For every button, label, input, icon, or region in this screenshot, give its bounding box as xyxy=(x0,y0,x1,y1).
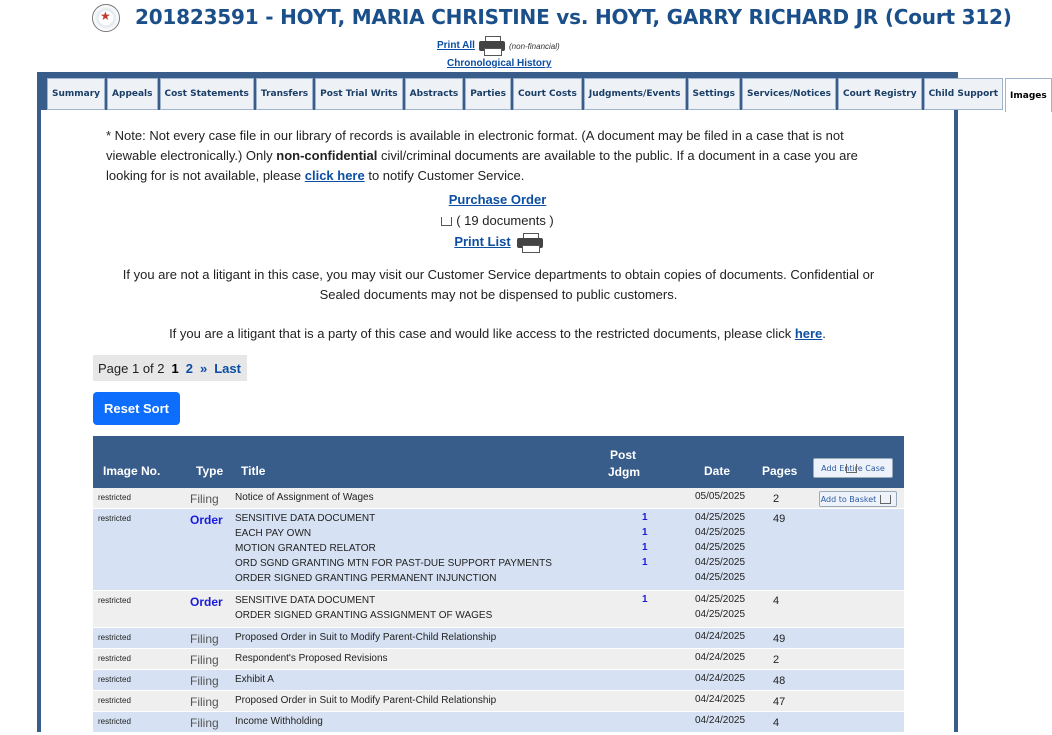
page-label: Page 1 of 2 xyxy=(98,360,165,376)
col-type[interactable]: Type xyxy=(196,464,224,478)
printer-icon[interactable] xyxy=(479,36,505,54)
purchase-order-link[interactable]: Purchase Order xyxy=(448,192,547,207)
post-jdgm-cell: 1 xyxy=(642,594,648,605)
title-cell: ORDER SIGNED GRANTING PERMANENT INJUNCTION xyxy=(235,573,497,584)
date-cell: 04/25/2025 xyxy=(695,609,746,620)
date-cell: 04/25/2025 xyxy=(695,572,746,583)
type-cell: Filing xyxy=(190,632,219,646)
table-row[interactable] xyxy=(93,628,904,649)
non-financial-label: (non-financial) xyxy=(509,42,560,51)
title-cell: EACH PAY OWN xyxy=(235,528,312,539)
images-table xyxy=(93,436,904,733)
page-2-link[interactable]: 2 xyxy=(185,360,193,376)
print-all-link[interactable]: Print All xyxy=(437,40,475,51)
post-jdgm-cell: 1 xyxy=(642,542,648,553)
document-count xyxy=(41,213,954,228)
tab-images[interactable]: Images xyxy=(1005,78,1052,112)
litigant-text: If you are a litigant that is a party of this case and would like access to the restricted documents, please click xyxy=(169,326,795,341)
image-no-cell: restricted xyxy=(98,717,131,726)
title-cell: Respondent's Proposed Revisions xyxy=(235,653,388,664)
add-to-basket-label: Add to Basket xyxy=(820,494,877,504)
print-list-wrap xyxy=(41,233,954,251)
post-jdgm-cell: 1 xyxy=(642,512,648,523)
pagination xyxy=(93,355,247,381)
chronological-history-wrap xyxy=(447,58,551,69)
tab-child-support[interactable]: Child Support xyxy=(924,78,1003,110)
date-cell: 04/25/2025 xyxy=(695,542,746,553)
litigant-paragraph xyxy=(41,326,954,341)
tab-cost-statements[interactable]: Cost Statements xyxy=(160,78,254,110)
litigant-end: . xyxy=(822,326,826,341)
document-count-text: ( 19 documents ) xyxy=(456,213,554,228)
note-text-3: to notify Customer Service. xyxy=(364,168,525,183)
pages-cell: 4 xyxy=(773,595,780,607)
title-cell: Proposed Order in Suit to Modify Parent-Child Relationship xyxy=(235,695,497,706)
tab-abstracts[interactable]: Abstracts xyxy=(405,78,464,110)
col-image-no[interactable]: Image No. xyxy=(103,464,161,478)
pages-cell: 48 xyxy=(773,675,786,687)
print-list-link[interactable]: Print List xyxy=(454,234,511,249)
table-row[interactable] xyxy=(93,649,904,670)
image-no-cell: restricted xyxy=(98,633,131,642)
click-here-link[interactable]: click here xyxy=(304,168,365,183)
page-header xyxy=(0,0,1012,72)
type-cell: Filing xyxy=(190,695,219,709)
tab-transfers[interactable]: Transfers xyxy=(256,78,313,110)
images-panel xyxy=(41,110,954,735)
date-cell: 04/24/2025 xyxy=(695,715,746,726)
last-page-link[interactable]: Last xyxy=(214,360,241,376)
col-post-jdgm[interactable]: Post Jdgm xyxy=(608,448,641,479)
date-cell: 05/05/2025 xyxy=(695,491,746,502)
availability-note xyxy=(106,126,891,186)
district-clerk-seal-icon xyxy=(92,4,120,32)
title-cell: Proposed Order in Suit to Modify Parent-Child Relationship xyxy=(235,632,497,643)
title-cell: Notice of Assignment of Wages xyxy=(235,492,374,503)
tab-appeals[interactable]: Appeals xyxy=(107,78,157,110)
case-tabs-frame xyxy=(37,72,1047,732)
title-cell: SENSITIVE DATA DOCUMENT xyxy=(235,595,376,606)
next-page-link[interactable]: » xyxy=(199,360,208,376)
post-jdgm-cell: 1 xyxy=(642,527,648,538)
tab-services-notices[interactable]: Services/Notices xyxy=(742,78,836,110)
purchase-order-wrap xyxy=(41,192,954,207)
cart-icon xyxy=(441,217,452,226)
title-cell: Exhibit A xyxy=(235,674,274,685)
table-row[interactable] xyxy=(93,509,904,591)
pages-cell: 2 xyxy=(773,654,780,666)
col-date[interactable]: Date xyxy=(704,464,731,478)
tab-judgments-events[interactable]: Judgments/Events xyxy=(584,78,686,110)
title-cell: ORD SGND GRANTING MTN FOR PAST-DUE SUPPORT PAYMENTS xyxy=(235,558,552,569)
date-cell: 04/24/2025 xyxy=(695,652,746,663)
date-cell: 04/25/2025 xyxy=(695,527,746,538)
pages-cell: 2 xyxy=(773,493,780,505)
image-no-cell: restricted xyxy=(98,696,131,705)
type-cell: Order xyxy=(190,595,223,609)
post-jdgm-cell: 1 xyxy=(642,557,648,568)
print-list-printer-icon[interactable] xyxy=(517,233,541,251)
image-no-cell: restricted xyxy=(98,596,131,605)
table-row[interactable] xyxy=(93,712,904,733)
title-cell: MOTION GRANTED RELATOR xyxy=(235,543,376,554)
case-title: 201823591 - HOYT, MARIA CHRISTINE vs. HOYT, GARRY RICHARD JR (Court 312) xyxy=(135,5,1012,29)
note-text-2: civil/criminal documents are available to the public. If a document in a case you are looking for is not available, please xyxy=(106,148,858,183)
table-row[interactable] xyxy=(93,591,904,628)
table-header xyxy=(93,436,904,488)
note-text: * Note: Not every case file in our library of records is available in electronic format. (A document may be filed in a case that is not viewable electronically.) Only xyxy=(106,128,844,163)
tab-post-trial-writs[interactable]: Post Trial Writs xyxy=(315,78,403,110)
pages-cell: 49 xyxy=(773,633,786,645)
pages-cell: 4 xyxy=(773,717,780,729)
date-cell: 04/25/2025 xyxy=(695,512,746,523)
tab-parties[interactable]: Parties xyxy=(465,78,511,110)
add-to-basket-button[interactable] xyxy=(819,491,897,507)
image-no-cell: restricted xyxy=(98,675,131,684)
date-cell: 04/24/2025 xyxy=(695,673,746,684)
table-row[interactable] xyxy=(93,691,904,712)
print-all-link-wrap xyxy=(437,40,475,51)
type-cell: Order xyxy=(190,513,223,527)
title-cell: SENSITIVE DATA DOCUMENT xyxy=(235,513,376,524)
title-cell: ORDER SIGNED GRANTING ASSIGNMENT OF WAGES xyxy=(235,610,493,621)
note-bold: non-confidential xyxy=(276,148,378,163)
date-cell: 04/24/2025 xyxy=(695,694,746,705)
image-no-cell: restricted xyxy=(98,493,131,502)
type-cell: Filing xyxy=(190,716,219,730)
col-title[interactable]: Title xyxy=(241,464,266,478)
tab-settings[interactable]: Settings xyxy=(688,78,740,110)
date-cell: 04/25/2025 xyxy=(695,557,746,568)
customer-service-paragraph: If you are not a litigant in this case, you may visit our Customer Service departments to obtain copies of documents. Confidential or Sealed documents may not be dispensed to public customers. xyxy=(122,267,875,302)
chronological-history-link[interactable]: Chronological History xyxy=(447,58,552,69)
type-cell: Filing xyxy=(190,674,219,688)
type-cell: Filing xyxy=(190,653,219,667)
table-row[interactable] xyxy=(93,670,904,691)
pages-cell: 49 xyxy=(773,513,786,525)
litigant-here-link[interactable]: here xyxy=(794,326,823,341)
tab-summary[interactable]: Summary xyxy=(47,78,105,110)
type-cell: Filing xyxy=(190,492,219,506)
table-body xyxy=(93,488,904,733)
tab-court-costs[interactable]: Court Costs xyxy=(513,78,582,110)
image-no-cell: restricted xyxy=(98,514,131,523)
page-current: 1 xyxy=(171,360,179,376)
add-entire-case-label: Add Entire Case xyxy=(821,463,885,473)
col-pages[interactable]: Pages xyxy=(762,464,798,478)
date-cell: 04/24/2025 xyxy=(695,631,746,642)
cart-icon xyxy=(880,495,891,504)
reset-sort-button[interactable]: Reset Sort xyxy=(93,392,180,425)
pages-cell: 47 xyxy=(773,696,786,708)
tab-bar xyxy=(47,78,1052,110)
image-no-cell: restricted xyxy=(98,654,131,663)
table-row[interactable] xyxy=(93,488,904,509)
date-cell: 04/25/2025 xyxy=(695,594,746,605)
tab-court-registry[interactable]: Court Registry xyxy=(838,78,922,110)
cart-icon xyxy=(846,464,857,473)
add-entire-case-button[interactable] xyxy=(813,458,893,478)
title-cell: Income Withholding xyxy=(235,716,323,727)
